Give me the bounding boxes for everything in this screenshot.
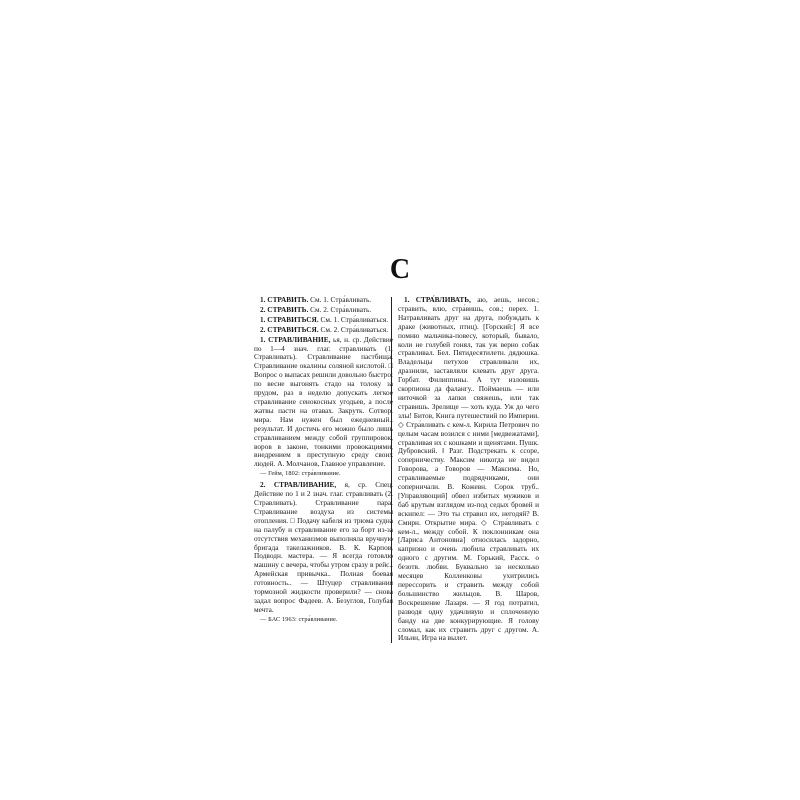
entry-headword: 1. СТРА́ВЛИВАТЬ,: [404, 295, 471, 304]
entry-text: я, ср. Спец. Действие по 1 и 2 знач. глаг. стравливать (2. Стравливать). Стравливание пара. Стравливание воздуха из системы отопления. □ Подачу кабеля из трюма судна на палубу и стравливание его за борт из-за отсутствия механизмов выполняла вручную бригада такелажников. В. К. Карпов, Подводн. мастера. — Я всегда готовлю машину с вечера, чтобы утром сразу в рейс.. Армейская привычка.. Полная боевая готовность.. — Штуцер стравливания тормозной жидкости проверили? — снова задал вопрос Фадеев. А. Безуглов, Голубая мечта.: [254, 480, 393, 614]
dictionary-entry: [254, 481, 393, 615]
right-column: [398, 296, 539, 644]
entry-text: См. 1. Стра́вливаться.: [318, 314, 389, 324]
dictionary-entry: [254, 306, 393, 315]
source-note: — Гейм, 1802: стра́вливание.: [260, 470, 341, 478]
entry-text: См. 1. Стра́вливать.: [308, 295, 372, 304]
section-letter: С: [389, 254, 411, 285]
dictionary-entry: [254, 336, 393, 470]
entry-text: См. 2. Стра́вливать.: [308, 304, 372, 314]
entry-headword: 1. СТРАВИТЬ.: [260, 295, 309, 304]
column-divider: [391, 297, 392, 643]
dictionary-entry: [254, 326, 393, 335]
entry-text: аю, аешь, несов.; стравить, влю, стра́вишь, сов.; перех. 1. Натравливать друг на друга, побуждать к драке (животных, птиц). [Горский:] Я все помню мальчика-повесу, который, бывало, коли не голубей гонял, так уж верно собак стравливал. Бел. Пятидесятилетн. дядюшка. Владельцы петухов стравливали их, дразнили, заставляли клевать друг друга. Горбат. Филиппины. А тут изловишь скорпиона да фалангу.. Поймаешь — или ниточкой за лапки свяжешь, или так стравишь. Зрелище — хоть куда. Уж до чего злы! Битов, Книга путешествий по Империи. ◇ Стра́вливать с кем-л. Кирила Петрович по целым часам возился с ними [медвежатами], стравливая их с кошками и щенятами. Пушк. Дубровский. ‖ Разг. Подстрекать к ссоре, соперничеству. Максим никогда не видел Говорова, а Говоров — Максима. Но, стравливаемые подрядчиками, они соперничали. В. Кожевн. Сорок труб.. [Управляющий] обвел избитых мужиков и баб крутым взглядом из-под седых бровей и вскипел: — Это ты стравил их, негодяй? В. Смирн. Открытие мира. ◇ Стра́вливать с кем-л., между собой. К поклонникам она [Лариса Антоновна] относилась задорно, капризно и очень любила стравливать их одного с другим. М. Горький, Расск. о безотв. любви. Буквально за несколько месяцев Колленковы ухитрились перессорить и стравить между собой большинство жильцов. В. Шаров, Воскрешение Лазаря. — Я год потратил, разводя одну удачливую и сплоченную банду на две конкурирующие. Я голову сломал, как их стравить друг с другом. А. Ильин, Игра на вылет.: [398, 295, 539, 643]
entry-headword: 2. СТРАВИТЬ.: [260, 304, 309, 314]
dictionary-entry: [254, 316, 393, 325]
entry-headword: 2. СТРАВЛИВАНИЕ,: [260, 480, 337, 490]
entry-headword: 1. СТРАВИТЬСЯ.: [260, 314, 319, 324]
left-column: [254, 296, 393, 627]
entry-text: ья, н. ср. Действие по 1—4 знач. глаг. стравливать (1. Стравливать). Стравливание пастбища. Стравливание окалины соляной кислотой. □ Вопрос о выпасах решили довольно быстро: по весне выгонять стадо на толоку за прудом, раз в неделю допускать легкое стравливание сенокосных угодьев, а после жатвы пасти на отавах. Закрутк. Сотвор. мира. Нам нужен был ежедневный.. результат. И достичь его можно было лишь стравливанием между собой группировок, воров в законе, тонкими провокациями, внедрением в преступную среду своих людей. А. Молчанов, Главное управление.: [254, 334, 393, 469]
entry-headword: 2. СТРАВИТЬСЯ.: [260, 324, 319, 334]
dictionary-entry: [254, 296, 393, 305]
entry-text: См. 2. Стра́вливаться.: [318, 324, 389, 334]
source-note: — БАС 1963: стра́вливание.: [260, 615, 338, 623]
dictionary-entry: [398, 296, 539, 643]
entry-headword: 1. СТРАВЛИВАНИЕ,: [260, 334, 331, 344]
